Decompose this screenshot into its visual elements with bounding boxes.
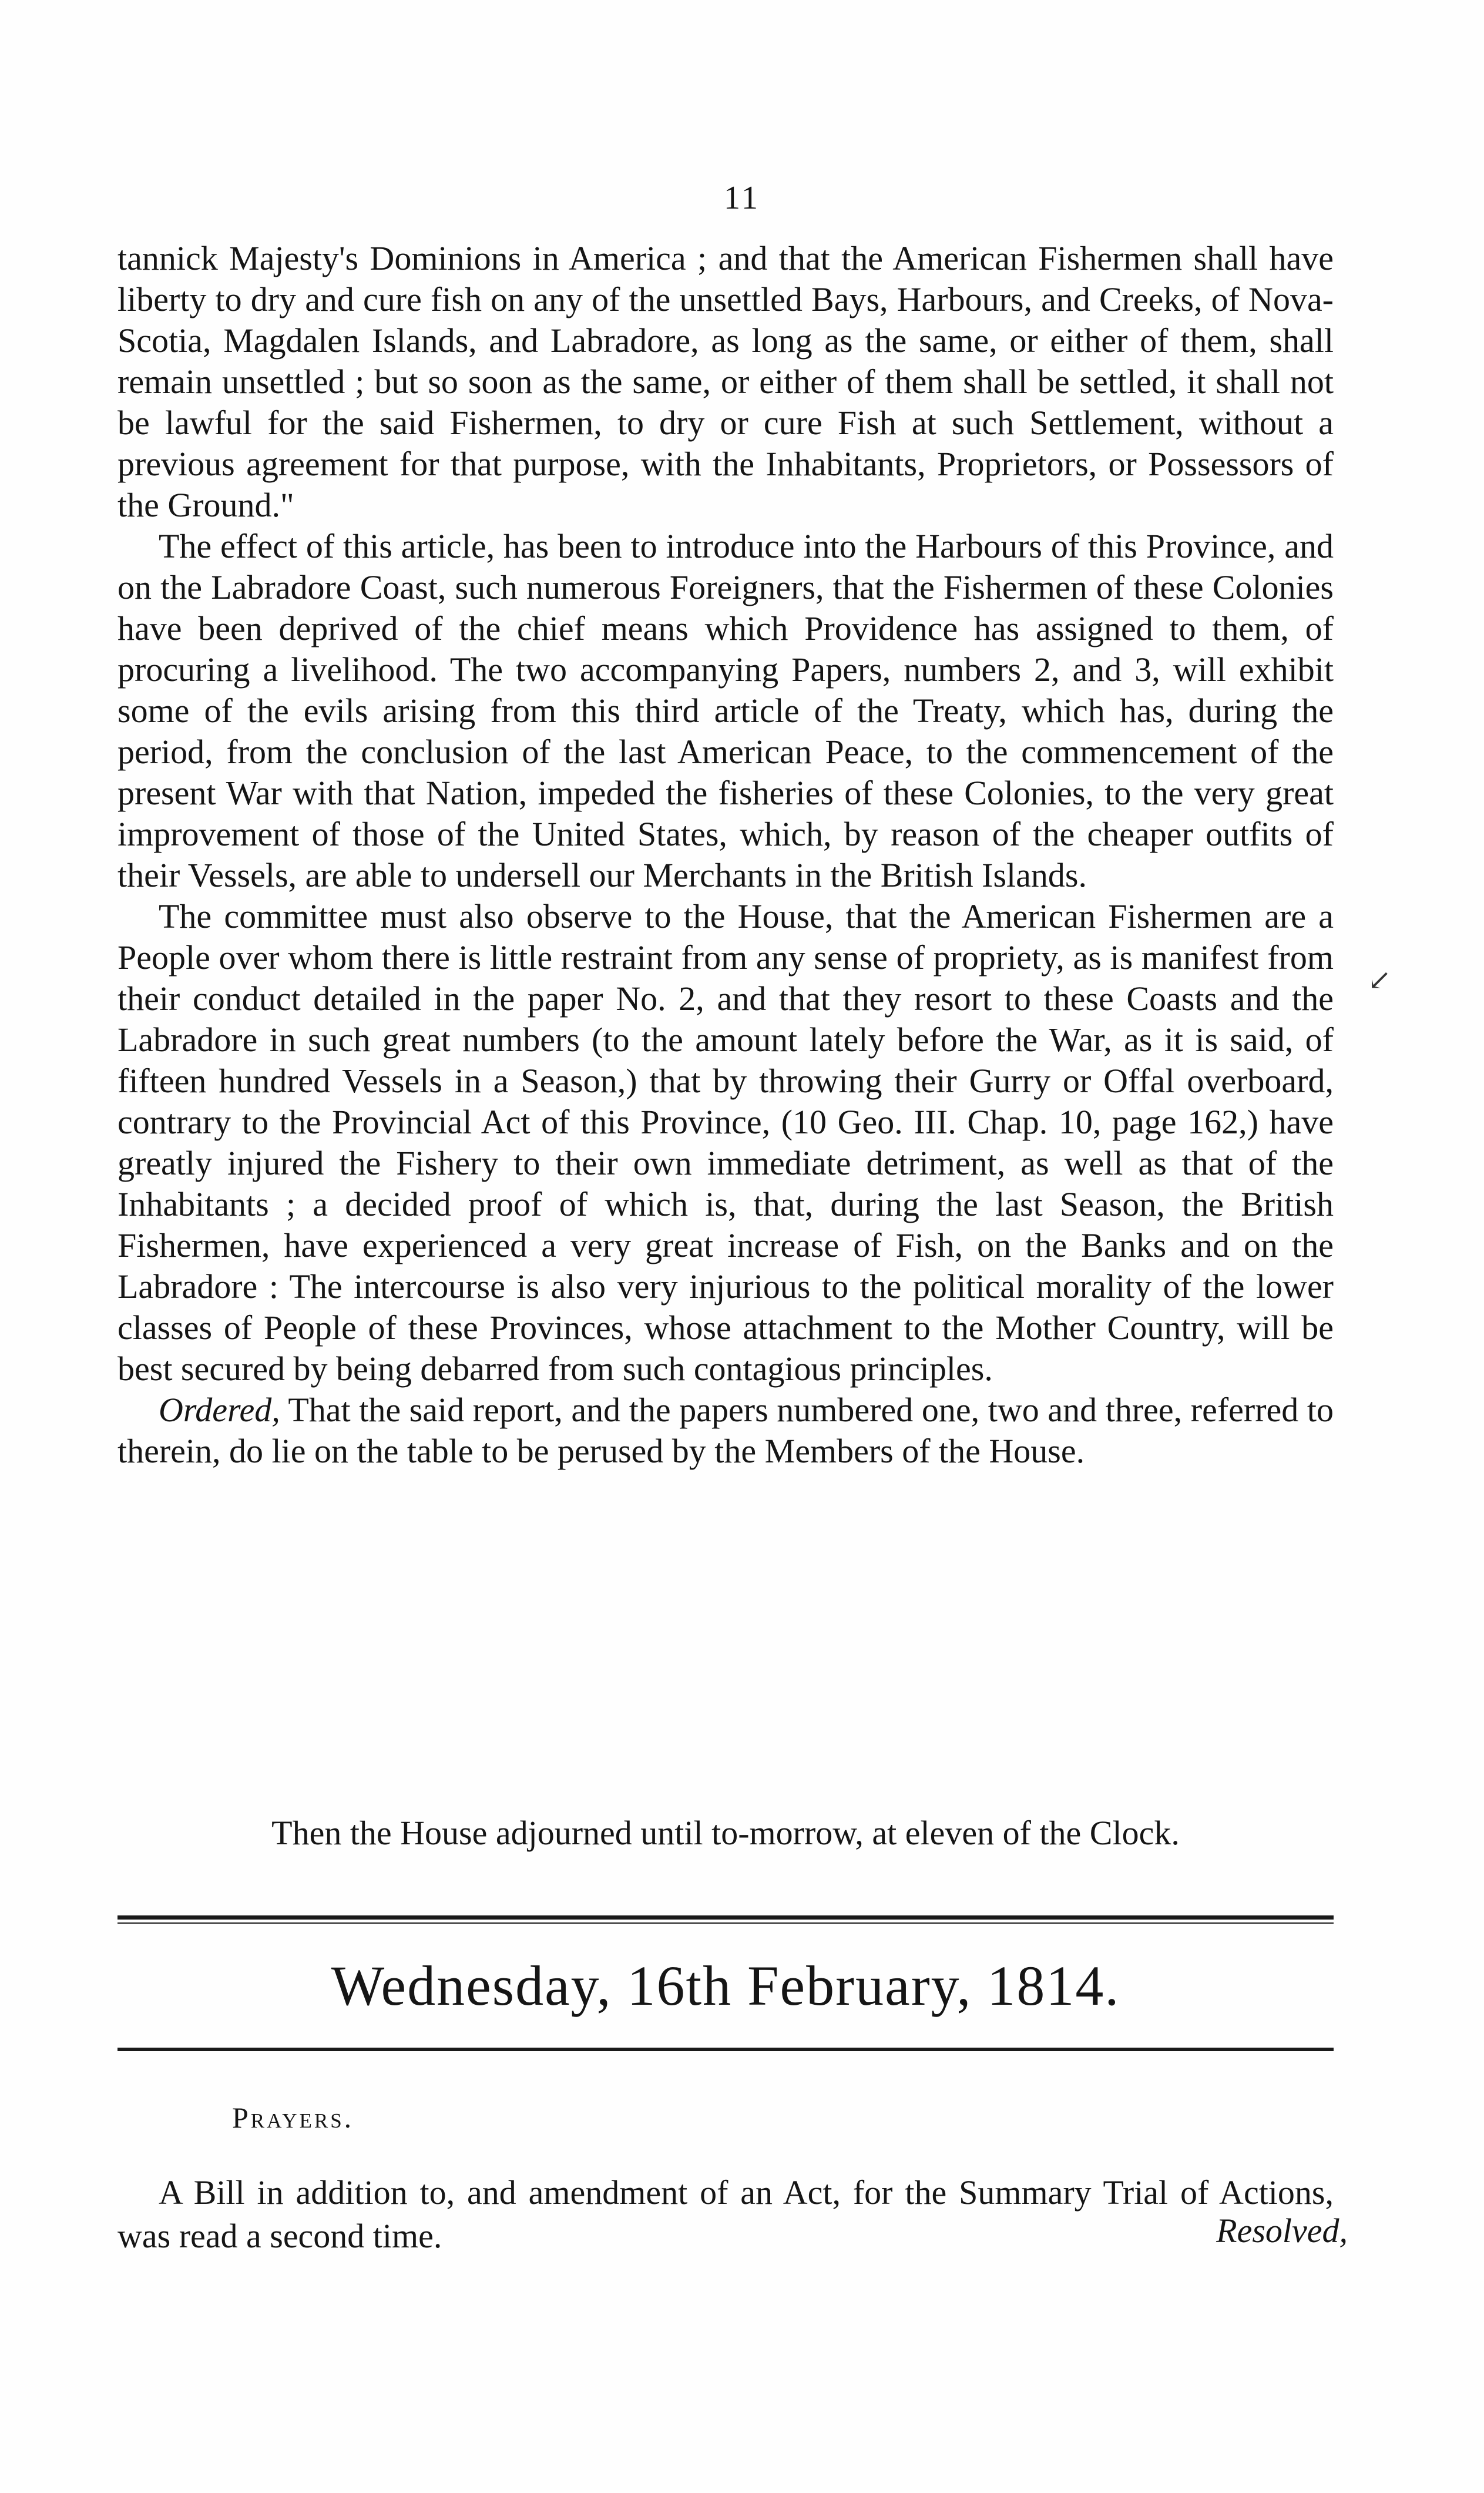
report-text (117, 238, 1334, 1472)
page-number: 11 (724, 180, 760, 216)
heading-rule-top-thin (117, 1922, 1334, 1924)
bill-text: A Bill in addition to, and amendment of an Act, for the Summary Trial of Actions, was read a second time. (117, 2173, 1334, 2255)
treaty-quote-paragraph: tannick Majesty's Dominions in America ; and that the American Fishermen shall have liberty to dry and cure fish on any of the unsettled Bays, Harbours, and Creeks, of Nova-Scotia, Magdalen Islands, and Labradore, as long as the same, or either of them, shall remain unsettled ; but so soon as the same, or either of them shall be settled, it shall not be lawful for the said Fishermen, to dry or cure Fish at such Settlement, without a previous agreement for that purpose, with the Inhabitants, Proprietors, or Possessors of the Ground." (117, 239, 1334, 524)
effect-paragraph: The effect of this article, has been to introduce into the Harbours of this Province, and on the Labradore Coast, such numerous Foreigners, that the Fishermen of these Colonies have been deprived of the chief means which Providence has assigned to them, of procuring a livelihood. The two accompanying Papers, numbers 2, and 3, will exhibit some of the evils arising from this third article of the Treaty, which has, during the period, from the conclusion of the last American Peace, to the commencement of the present War with that Nation, impeded the fisheries of these Colonies, to the very great improvement of those of the United States, which, by reason of the cheaper outfits of their Vessels, are able to undersell our Merchants in the British Islands. (117, 527, 1334, 894)
date-heading: Wednesday, 16th February, 1814. (331, 1954, 1120, 2017)
ordered-paragraph (117, 1390, 1334, 1472)
committee-paragraph: The committee must also observe to the House, that the American Fishermen are a People over whom there is little restraint from any sense of propriety, as is manifest from their conduct detailed in the paper No. 2, and that they resort to these Coasts and the Labradore in such great numbers (to the amount lately before the War, as it is said, of fifteen hundred Vessels in a Season,) that by throwing their Gurry or Offal overboard, contrary to the Provincial Act of this Province, (10 Geo. III. Chap. 10, page 162,) have greatly injured the Fishery to their own immediate detriment, as well as that of the Inhabitants ; a decided proof of which is, that, during the last Season, the British Fishermen, have experienced a very great increase of Fish, on the Banks and on the Labradore : The intercourse is also very injurious to the political morality of the lower classes of People of these Provinces, whose attachment to the Mother Country, will be best secured by being debarred from such contagious principles. (117, 897, 1334, 1388)
heading-rule-bottom (117, 2048, 1334, 2051)
margin-mark: ↙ (1368, 965, 1392, 996)
catchword: Resolved, (1216, 2212, 1348, 2250)
bill-paragraph (117, 2171, 1334, 2258)
ordered-label: Ordered, (159, 1391, 280, 1429)
heading-rule-top (117, 1915, 1334, 1920)
adjournment-line: Then the House adjourned until to-morrow, at eleven of the Clock. (271, 1814, 1180, 1852)
prayers-heading: Prayers. (232, 2101, 354, 2134)
ordered-text: That the said report, and the papers numbered one, two and three, referred to therein, do lie on the table to be perused by the Members of the House. (117, 1391, 1334, 1470)
